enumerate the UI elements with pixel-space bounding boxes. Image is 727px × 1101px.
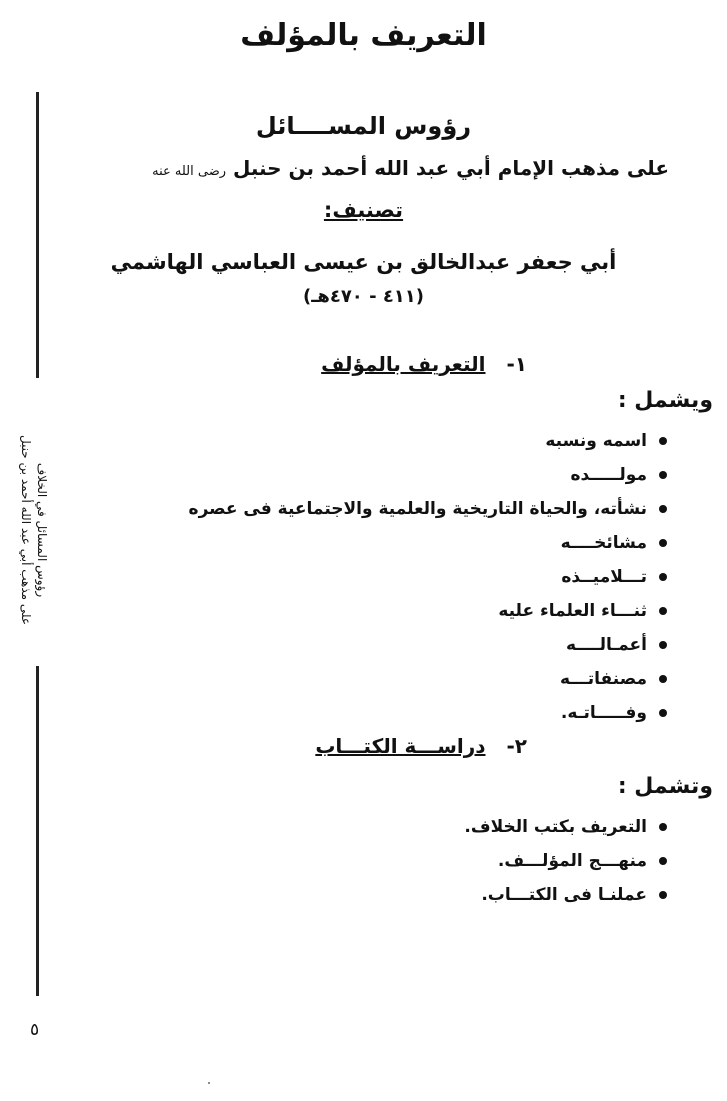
list-item-text: تـــلاميــذه: [561, 567, 647, 587]
bullet-icon: [659, 641, 667, 649]
madhhab-line: [109, 156, 669, 180]
honorific: رضى الله عنه: [152, 164, 227, 179]
list-item: [107, 458, 667, 492]
list-item-text: وفـــــاتـه.: [560, 703, 647, 723]
madhhab-text: على مذهب الإمام أبي عبد الله أحمد بن حنبل: [232, 156, 669, 180]
list-item: [107, 628, 667, 662]
tasnif-label: تصنيف:: [323, 198, 404, 222]
book-title: رؤوس المســــائل: [255, 112, 472, 140]
list-item: [107, 424, 667, 458]
bullet-icon: [659, 607, 667, 615]
list-item: [107, 810, 667, 844]
section-2-title: دراســـة الكتـــاب: [315, 734, 486, 758]
bullet-icon: [659, 823, 667, 831]
running-title: التعريف بالمؤلف: [240, 18, 487, 53]
list-item: [107, 662, 667, 696]
list-item-text: أعمـالــــه: [566, 635, 647, 655]
section-1-title: التعريف بالمؤلف: [321, 352, 486, 376]
section-1-includes-label: ويشمل :: [617, 388, 713, 413]
bullet-icon: [659, 505, 667, 513]
section-1-list: [107, 424, 667, 730]
section-2-heading: [127, 734, 527, 758]
list-item-text: مصنفاتـــه: [560, 669, 647, 689]
list-item: [107, 526, 667, 560]
section-1-number: ١-: [506, 352, 527, 376]
list-item-text: مولـــــده: [570, 465, 647, 485]
list-item-text: منهـــج المؤلـــف.: [497, 851, 647, 871]
section-2-number: ٢-: [506, 734, 527, 758]
section-2-list: [107, 810, 667, 912]
list-item: [107, 878, 667, 912]
side-caption-line-1: رؤوس المسائل في الخلاف: [35, 462, 49, 598]
bullet-icon: [659, 675, 667, 683]
page-number: ٥: [30, 1020, 40, 1040]
list-item-text: ثنـــاء العلماء عليه: [498, 601, 647, 621]
list-item-text: عملنـا فى الكتـــاب.: [481, 885, 647, 905]
bullet-icon: [659, 857, 667, 865]
list-item-text: مشائخــــه: [560, 533, 647, 553]
bullet-icon: [659, 573, 667, 581]
section-1-heading: [127, 352, 527, 376]
author-dates: (٤١١ - ٤٧٠هـ): [302, 286, 425, 307]
list-item: [107, 594, 667, 628]
list-item: [107, 696, 667, 730]
section-2-includes-label: وتشمل :: [617, 774, 713, 799]
bullet-icon: [659, 539, 667, 547]
list-item: [107, 492, 667, 526]
bullet-icon: [659, 437, 667, 445]
side-caption: [4, 400, 64, 660]
list-item-text: اسمه ونسبه: [545, 431, 647, 451]
bullet-icon: [659, 709, 667, 717]
bullet-icon: [659, 471, 667, 479]
list-item: [107, 844, 667, 878]
list-item-text: التعريف بكتب الخلاف.: [464, 817, 647, 837]
author-name: أبي جعفر عبدالخالق بن عيسى العباسي الهاشمي: [110, 250, 617, 274]
bullet-icon: [659, 891, 667, 899]
side-caption-line-2: على مذهب أبي عبد الله أحمد بن حنبل: [19, 434, 33, 626]
margin-rule-bottom: [36, 666, 39, 996]
list-item-text: نشأته، والحياة التاريخية والعلمية والاجتماعية فى عصره: [188, 499, 647, 519]
scan-speck: [208, 1082, 210, 1084]
list-item: [107, 560, 667, 594]
